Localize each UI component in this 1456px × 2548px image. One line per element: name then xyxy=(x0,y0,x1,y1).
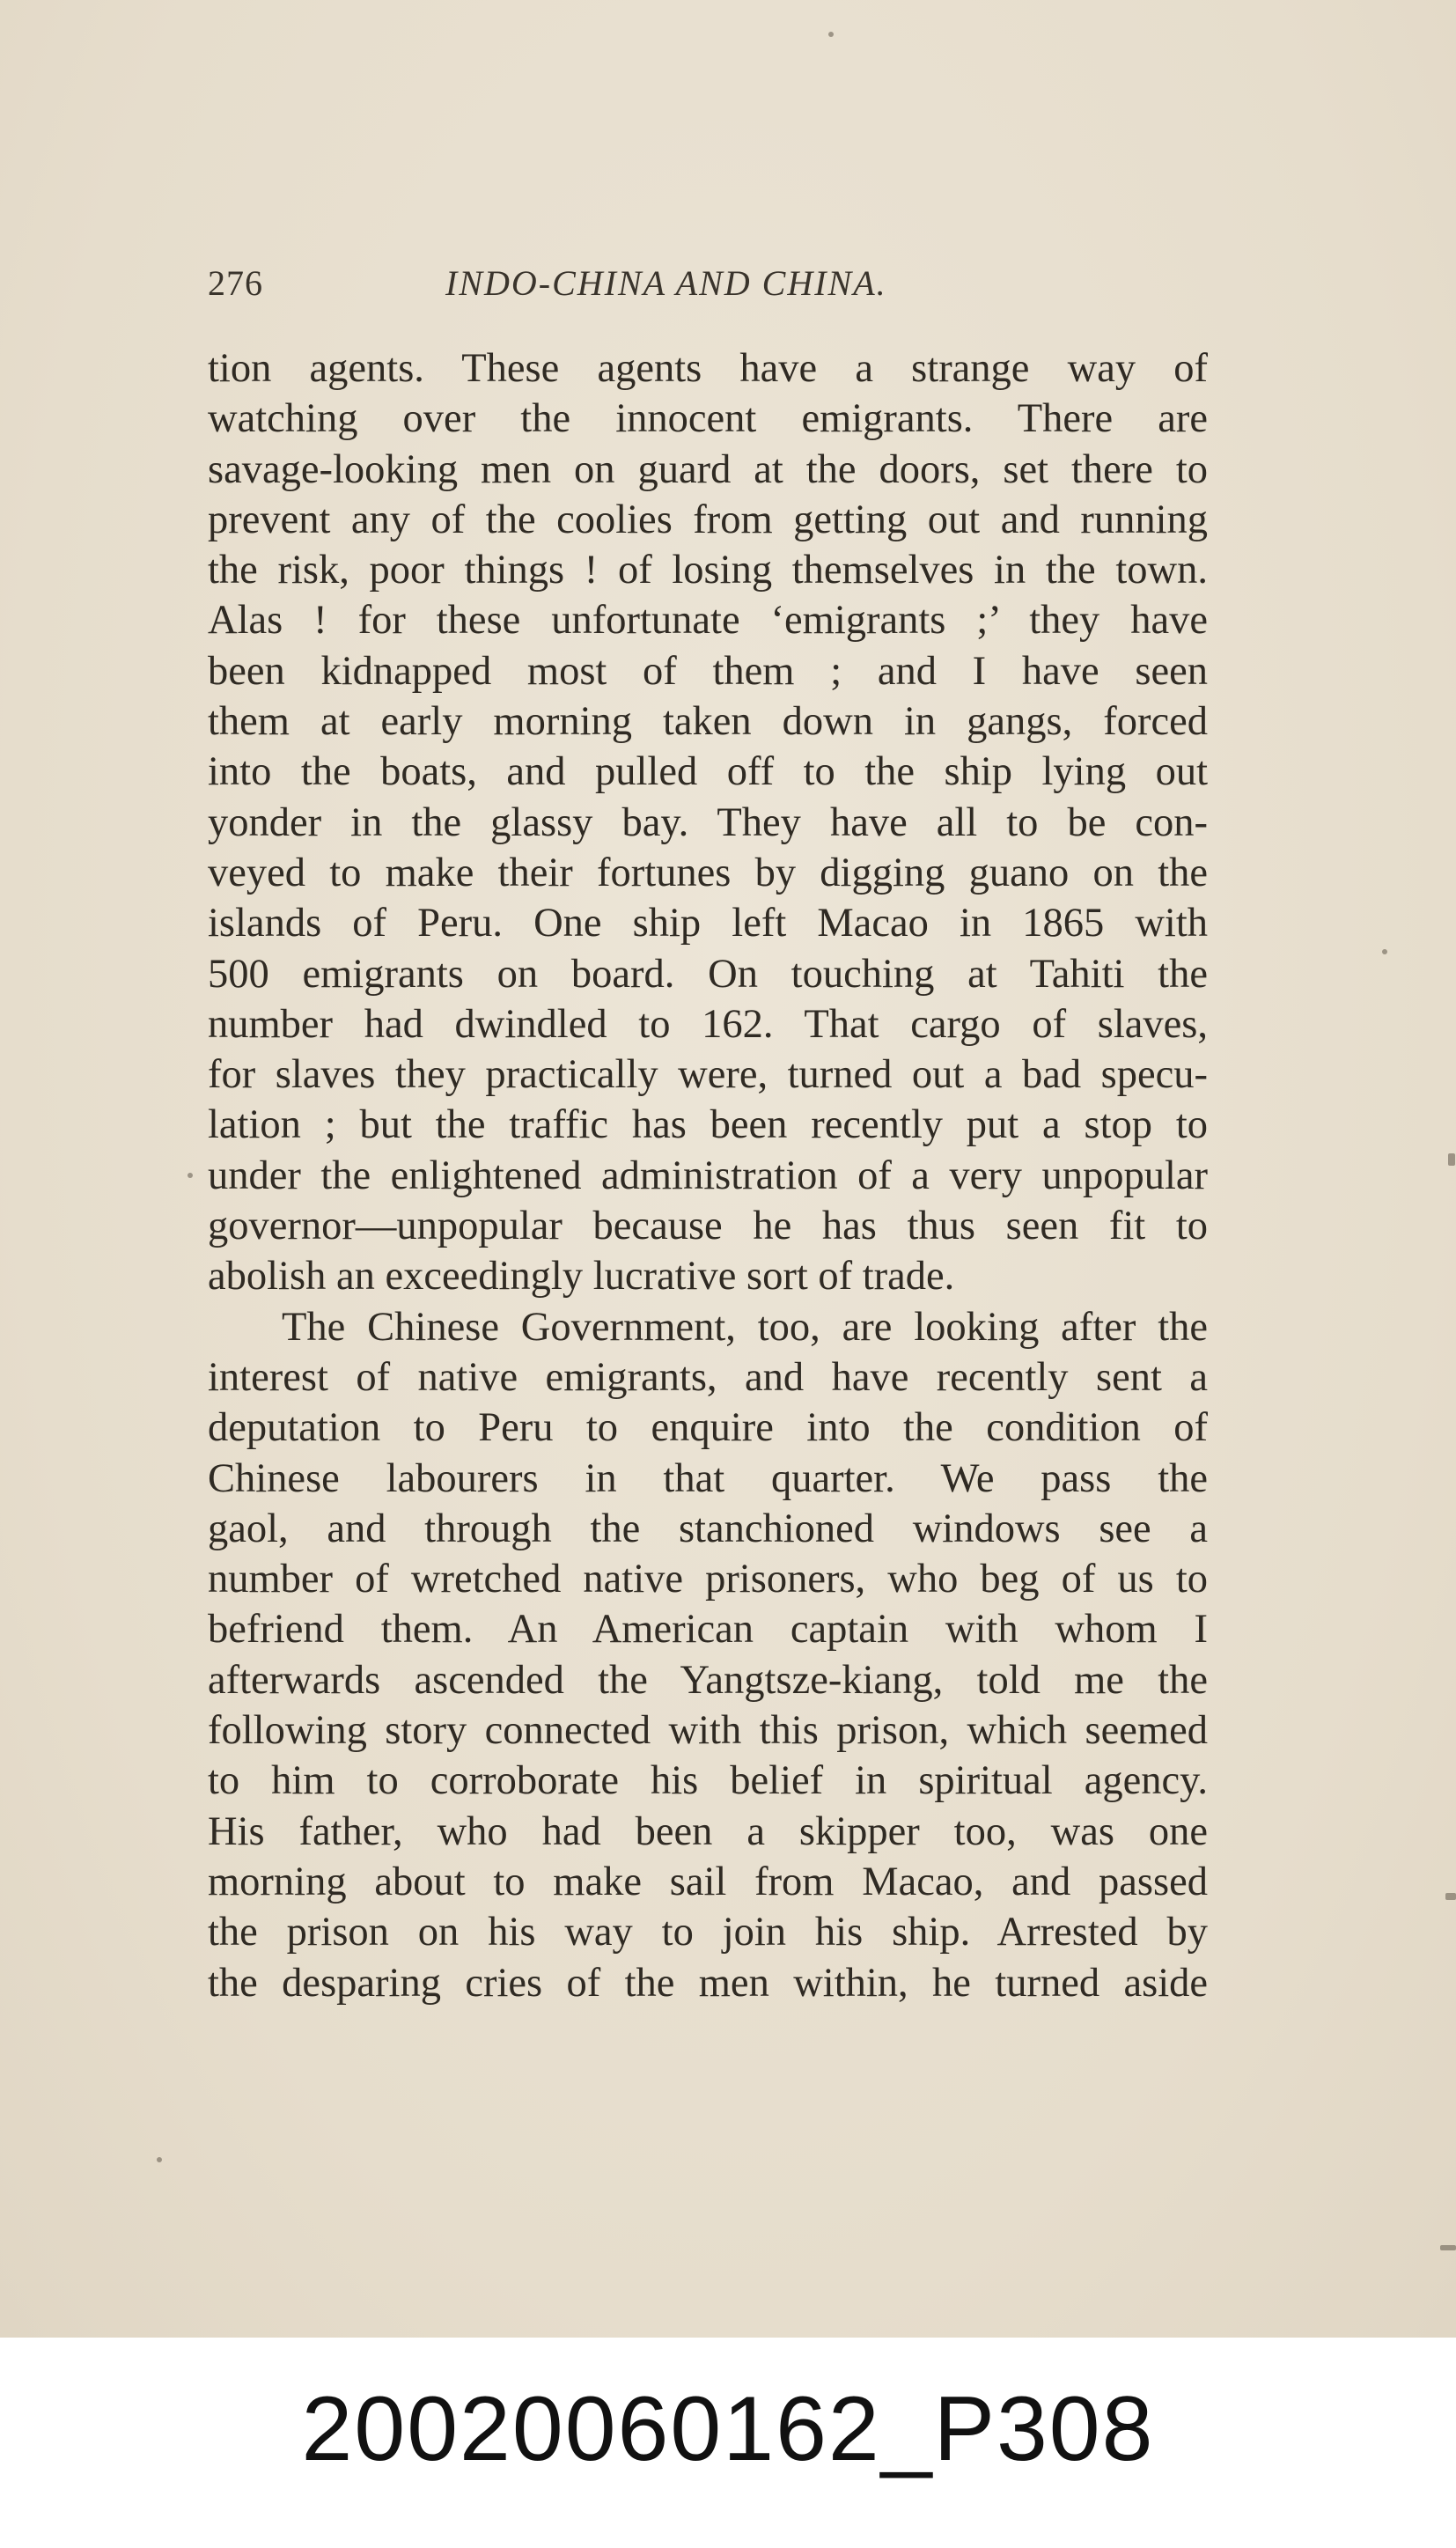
text-line: tion agents. These agents have a strange way of xyxy=(208,346,1208,391)
page-number: 276 xyxy=(208,263,263,303)
paper-speck xyxy=(1440,2245,1456,2250)
text-line: interest of native emigrants, and have recently sent a xyxy=(208,1354,1208,1400)
text-line: prevent any of the coolies from getting out and running xyxy=(208,497,1208,542)
text-line: deputation to Peru to enquire into the condition of xyxy=(208,1405,1208,1451)
text-line: under the enlightened administration of a very unpopular xyxy=(208,1152,1208,1198)
text-line: them at early morning taken down in gangs, forced xyxy=(208,699,1208,745)
catalog-id: 20020060162_P308 xyxy=(301,2378,1155,2480)
body-text xyxy=(208,343,1208,2008)
text-line: lation ; but the traffic has been recently put a stop to xyxy=(208,1102,1208,1148)
paper-speck xyxy=(188,1173,193,1178)
text-line: the risk, poor things ! of losing themselves in the town. xyxy=(208,548,1208,593)
text-line: veyed to make their fortunes by digging guano on the xyxy=(208,850,1208,895)
running-head xyxy=(208,262,1208,315)
paragraph-end-line: abolish an exceedingly lucrative sort of trade. xyxy=(208,1254,955,1300)
text-line: the prison on his way to join his ship. Arrested by xyxy=(208,1910,1208,1955)
text-line: morning about to make sail from Macao, and passed xyxy=(208,1859,1208,1904)
text-line: yonder in the glassy bay. They have all to be con- xyxy=(208,799,1208,845)
text-line: His father, who had been a skipper too, was one xyxy=(208,1808,1208,1854)
text-line: for slaves they practically were, turned out a bad specu- xyxy=(208,1052,1208,1098)
paragraph-start-line: The Chinese Government, too, are looking after the xyxy=(282,1304,1208,1350)
text-line: 500 emigrants on board. On touching at Tahiti the xyxy=(208,951,1208,997)
paper-speck xyxy=(157,2157,162,2162)
text-line: Alas ! for these unfortunate ‘emigrants ;’ they have xyxy=(208,598,1208,644)
text-line: watching over the innocent emigrants. There are xyxy=(208,396,1208,442)
text-line: been kidnapped most of them ; and I have seen xyxy=(208,648,1208,694)
text-line: into the boats, and pulled off to the ship lying out xyxy=(208,749,1208,795)
text-line: savage-looking men on guard at the doors, set there to xyxy=(208,446,1208,492)
text-line: Chinese labourers in that quarter. We pass the xyxy=(208,1455,1208,1501)
text-line: afterwards ascended the Yangtsze-kiang, told me the xyxy=(208,1657,1208,1703)
text-line: to him to corroborate his belief in spiritual agency. xyxy=(208,1758,1208,1804)
paper-speck xyxy=(828,32,834,37)
text-line: following story connected with this prison, which seemed xyxy=(208,1708,1208,1754)
paper-speck xyxy=(1445,1893,1456,1900)
paper-speck xyxy=(1382,949,1387,954)
text-line: number had dwindled to 162. That cargo of slaves, xyxy=(208,1001,1208,1047)
text-line: governor—unpopular because he has thus seen fit to xyxy=(208,1204,1208,1249)
paper-speck xyxy=(1448,1153,1455,1166)
text-line: gaol, and through the stanchioned windows see a xyxy=(208,1506,1208,1551)
text-line: islands of Peru. One ship left Macao in 1865 with xyxy=(208,901,1208,946)
text-line: the desparing cries of the men within, he turned aside xyxy=(208,1960,1208,2006)
text-line: befriend them. An American captain with whom I xyxy=(208,1607,1208,1653)
text-line: number of wretched native prisoners, who beg of us to xyxy=(208,1557,1208,1602)
running-title: INDO-CHINA AND CHINA. xyxy=(445,263,887,303)
